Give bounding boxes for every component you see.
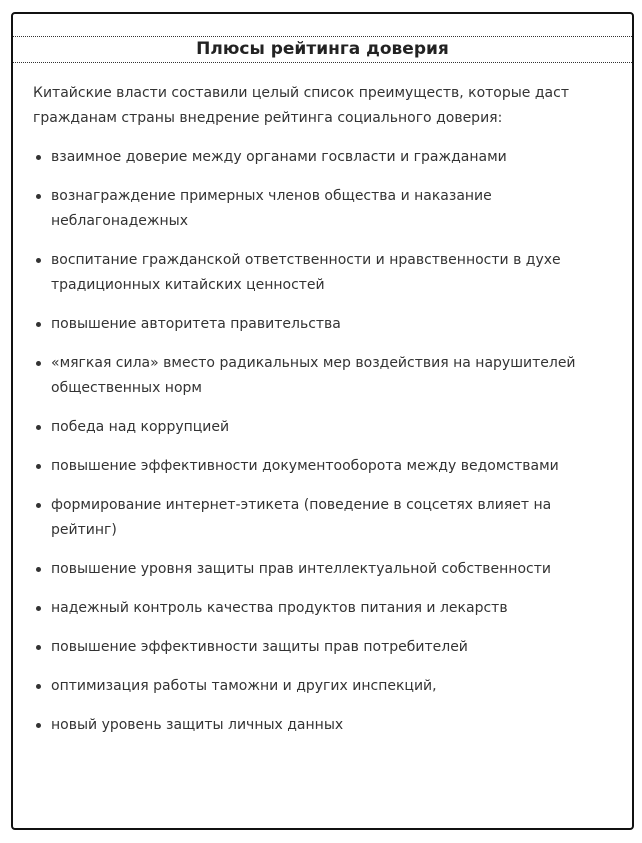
list-item-text: повышение эффективности защиты прав потребителей xyxy=(51,639,468,655)
list-item-text: повышение уровня защиты прав интеллектуальной собственности xyxy=(51,561,551,577)
list-item xyxy=(33,351,608,401)
list-item xyxy=(33,557,608,582)
bullet-icon xyxy=(36,723,41,728)
bullet-icon xyxy=(36,258,41,263)
bullet-icon xyxy=(36,503,41,508)
list-item-text: оптимизация работы таможни и других инспекций, xyxy=(51,678,437,694)
list-item xyxy=(33,635,608,660)
bullet-icon xyxy=(36,464,41,469)
list-item-text: новый уровень защиты личных данных xyxy=(51,717,344,733)
list-item xyxy=(33,145,608,170)
list-item-text: надежный контроль качества продуктов питания и лекарств xyxy=(51,600,508,616)
list-item xyxy=(33,415,608,440)
list-item xyxy=(33,312,608,337)
info-box xyxy=(11,12,634,830)
bullet-icon xyxy=(36,425,41,430)
box-title: Плюсы рейтинга доверия xyxy=(196,39,449,59)
list-item xyxy=(33,454,608,479)
list-item xyxy=(33,184,608,234)
bullet-icon xyxy=(36,684,41,689)
bullet-icon xyxy=(36,194,41,199)
benefits-list xyxy=(33,145,608,738)
box-content xyxy=(33,81,608,752)
title-bar xyxy=(13,36,632,63)
list-item-text: повышение эффективности документооборота между ведомствами xyxy=(51,458,559,474)
list-item-text: вознаграждение примерных членов общества и наказание неблагонадежных xyxy=(51,188,492,229)
bullet-icon xyxy=(36,361,41,366)
list-item xyxy=(33,713,608,738)
list-item xyxy=(33,493,608,543)
list-item-text: повышение авторитета правительства xyxy=(51,316,341,332)
bullet-icon xyxy=(36,645,41,650)
list-item-text: формирование интернет-этикета (поведение в соцсетях влияет на рейтинг) xyxy=(51,497,552,538)
list-item-text: воспитание гражданской ответственности и нравственности в духе традиционных китайских ценностей xyxy=(51,252,561,293)
bullet-icon xyxy=(36,322,41,327)
list-item-text: «мягкая сила» вместо радикальных мер воздействия на нарушителей общественных норм xyxy=(51,355,576,396)
list-item xyxy=(33,674,608,699)
list-item xyxy=(33,596,608,621)
list-item-text: победа над коррупцией xyxy=(51,419,230,435)
intro-paragraph: Китайские власти составили целый список преимуществ, которые даст гражданам страны внедрение рейтинга социального доверия: xyxy=(33,85,569,126)
list-item-text: взаимное доверие между органами госвласти и гражданами xyxy=(51,149,507,165)
bullet-icon xyxy=(36,155,41,160)
bullet-icon xyxy=(36,567,41,572)
list-item xyxy=(33,248,608,298)
bullet-icon xyxy=(36,606,41,611)
